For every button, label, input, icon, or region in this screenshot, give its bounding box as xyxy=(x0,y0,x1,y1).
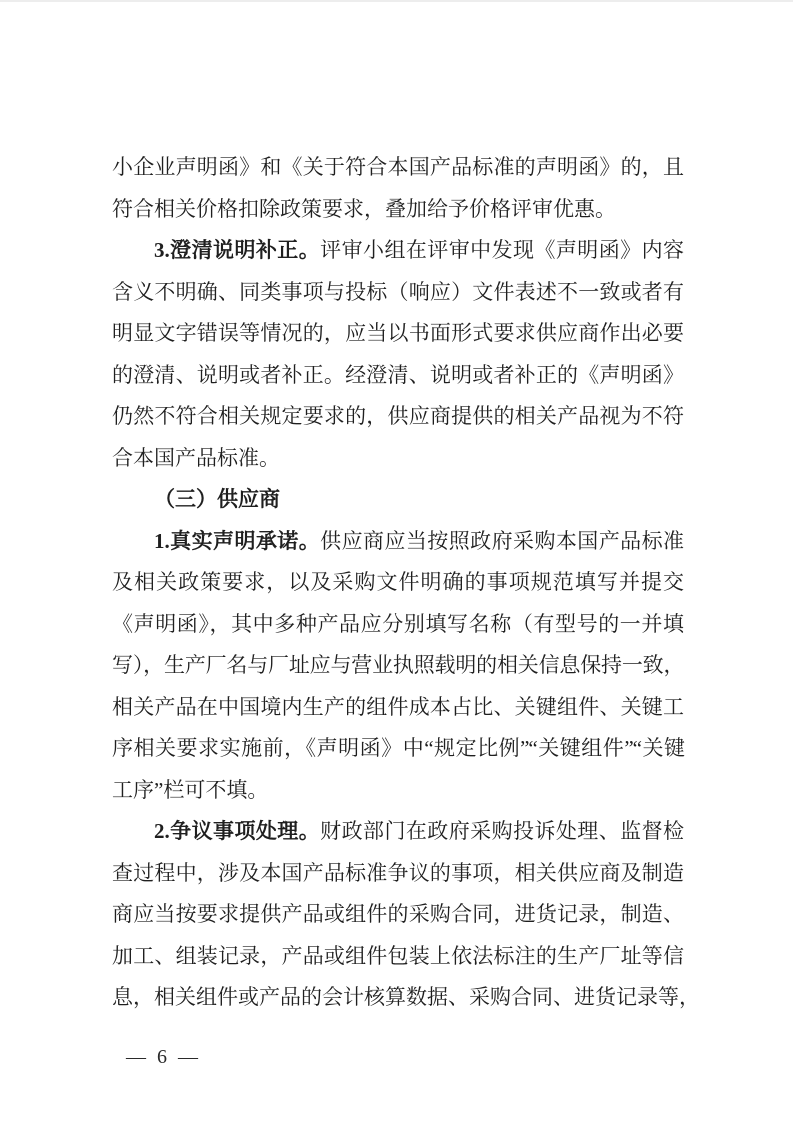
text-run: 财政部门在政府采购投诉处理、监督检 xyxy=(320,819,685,843)
text-run: 仍然不符合相关规定要求的，供应商提供的相关产品视为不符 xyxy=(112,404,684,428)
scan-edge-artifact xyxy=(0,0,793,2)
text-line xyxy=(112,894,684,936)
text-line xyxy=(112,147,684,189)
text-line xyxy=(112,562,684,604)
text-run: 及相关政策要求，以及采购文件明确的事项规范填写并提交 xyxy=(112,570,684,594)
text-run: 含义不明确、同类事项与投标（响应）文件表述不一致或者有 xyxy=(112,279,684,304)
text-line xyxy=(112,936,684,978)
text-line xyxy=(112,230,684,272)
text-run: 序相关要求实施前，《声明函》中“规定比例”“关键组件”“关键 xyxy=(112,736,684,760)
text-line xyxy=(112,313,684,355)
bold-text-run: （三）供应商 xyxy=(154,487,280,511)
text-line xyxy=(112,853,684,895)
text-run: 商应当按要求提供产品或组件的采购合同，进货记录，制造、 xyxy=(112,902,684,926)
text-run: 供应商应当按照政府采购本国产品标准 xyxy=(320,528,685,553)
page-number: — 6 — xyxy=(126,1046,201,1068)
text-run: 明显文字错误等情况的，应当以书面形式要求供应商作出必要 xyxy=(112,321,684,345)
text-line xyxy=(112,521,684,563)
text-run: 的澄清、说明或者补正。经澄清、说明或者补正的《声明函》 xyxy=(112,362,684,387)
text-run: 符合相关价格扣除政策要求，叠加给予价格评审优惠。 xyxy=(112,196,616,221)
document-body xyxy=(112,147,700,1019)
text-run: 合本国产品标准。 xyxy=(112,445,280,470)
text-run: 加工、组装记录，产品或组件包装上依法标注的生产厂址等信 xyxy=(112,943,684,968)
text-line xyxy=(112,687,684,729)
text-run: 小企业声明函》和《关于符合本国产品标准的声明函》的，且 xyxy=(112,155,684,179)
text-line xyxy=(112,189,684,231)
text-line xyxy=(112,811,684,853)
text-line xyxy=(112,479,684,521)
text-run: 息，相关组件或产品的会计核算数据、采购合同、进货记录等， xyxy=(112,985,700,1009)
text-run: 评审小组在评审中发现《声明函》内容 xyxy=(320,238,685,262)
text-run: 相关产品在中国境内生产的组件成本占比、关键组件、关键工 xyxy=(112,694,684,719)
text-line xyxy=(112,438,684,480)
text-line xyxy=(112,272,684,314)
text-line xyxy=(112,604,684,646)
bold-text-run: 1.真实声明承诺。 xyxy=(154,528,321,553)
text-line xyxy=(112,645,684,687)
text-run: 《声明函》，其中多种产品应分别填写名称（有型号的一并填 xyxy=(112,611,684,636)
text-run: 查过程中，涉及本国产品标准争议的事项，相关供应商及制造 xyxy=(112,860,684,885)
text-run: 写），生产厂名与厂址应与营业执照载明的相关信息保持一致， xyxy=(112,653,684,677)
text-line xyxy=(112,770,684,812)
text-line xyxy=(112,977,700,1019)
bold-text-run: 2.争议事项处理。 xyxy=(154,819,321,843)
text-line xyxy=(112,396,684,438)
page-footer xyxy=(126,1042,201,1072)
bold-text-run: 3.澄清说明补正。 xyxy=(154,238,321,262)
text-run: 工序”栏可不填。 xyxy=(112,777,269,802)
text-line xyxy=(112,355,684,397)
text-line xyxy=(112,728,684,770)
